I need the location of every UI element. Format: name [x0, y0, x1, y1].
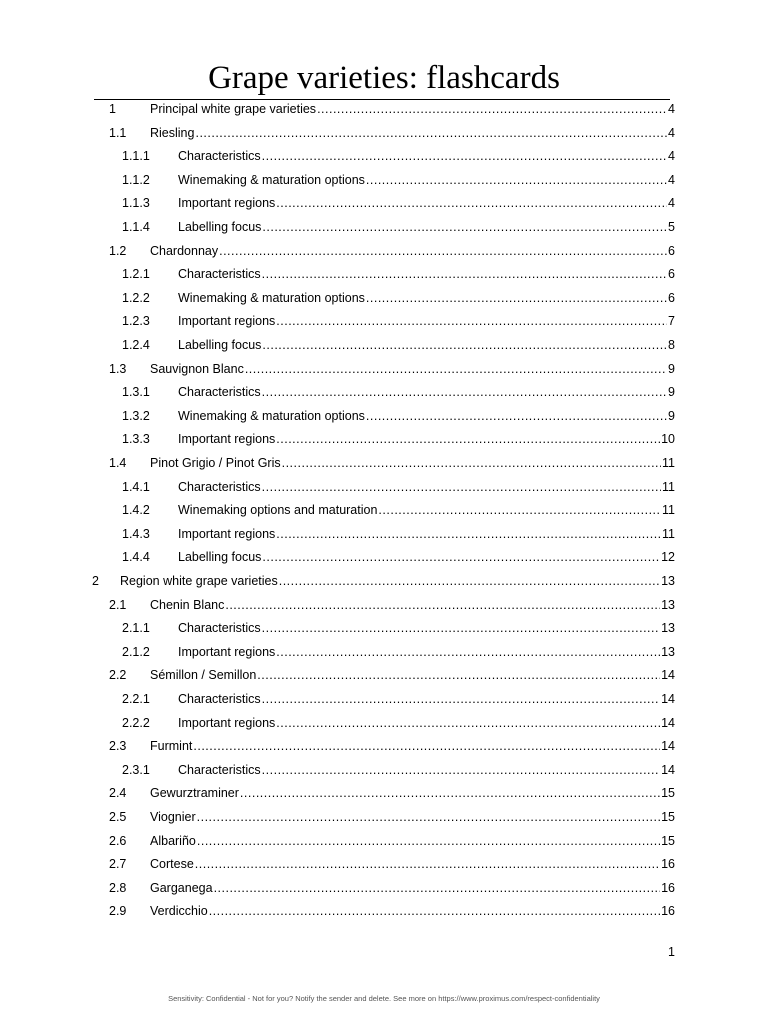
- toc-entry-page: 11: [662, 479, 675, 494]
- toc-dot-leader: [262, 545, 660, 569]
- toc-entry-page: 6: [668, 267, 675, 282]
- toc-dot-leader: [276, 309, 667, 333]
- toc-dot-leader: [276, 191, 667, 215]
- toc-dot-leader: [214, 876, 661, 900]
- toc-entry-title: Winemaking & maturation options: [178, 172, 365, 187]
- document-title: Grape varieties: flashcards: [208, 60, 560, 96]
- toc-entry-number: 1.2.4: [122, 338, 150, 352]
- toc-entry-page: 4: [668, 196, 675, 211]
- toc-entry-number: 1.4.3: [122, 526, 150, 541]
- toc-entry-title: Sémillon / Semillon: [150, 668, 257, 683]
- toc-entry[interactable]: [122, 616, 675, 640]
- toc-entry-page: 4: [668, 172, 675, 187]
- toc-entry-page: 15: [661, 833, 675, 848]
- toc-entry[interactable]: [109, 899, 675, 923]
- toc-entry[interactable]: [122, 427, 675, 451]
- toc-entry-title: Furmint: [150, 739, 193, 754]
- toc-dot-leader: [262, 215, 667, 239]
- toc-entry-page: 14: [661, 739, 675, 754]
- toc-entry-page: 16: [661, 880, 675, 895]
- toc-entry-number: 2.2.1: [122, 692, 150, 706]
- toc-entry-title: Viognier: [150, 810, 196, 824]
- toc-entry-page: 9: [668, 408, 675, 423]
- toc-entry-page: 8: [668, 338, 675, 352]
- toc-entry-page: 4: [668, 125, 675, 140]
- toc-entry-title: Important regions: [178, 314, 276, 329]
- toc-dot-leader: [262, 144, 667, 168]
- toc-dot-leader: [197, 829, 660, 853]
- toc-entry-number: 1.3.2: [122, 408, 150, 423]
- toc-dot-leader: [282, 451, 661, 475]
- toc-entry-title: Winemaking & maturation options: [178, 408, 365, 423]
- toc-entry[interactable]: [109, 829, 675, 853]
- toc-entry-title: Characteristics: [178, 385, 261, 400]
- toc-entry-number: 1: [109, 102, 116, 116]
- toc-entry[interactable]: [122, 333, 675, 357]
- toc-entry[interactable]: [122, 522, 675, 546]
- toc-entry-title: Gewurztraminer: [150, 786, 239, 801]
- toc-dot-leader: [219, 239, 667, 263]
- toc-entry-number: 2.5: [109, 810, 127, 824]
- toc-dot-leader: [276, 427, 660, 451]
- toc-entry-title: Labelling focus: [178, 220, 262, 234]
- toc-entry[interactable]: [122, 687, 675, 711]
- toc-entry-page: 12: [661, 550, 675, 565]
- toc-entry-page: 5: [668, 220, 675, 234]
- toc-entry-title: Important regions: [178, 644, 276, 659]
- toc-entry-number: 1.4.4: [122, 550, 150, 565]
- toc-entry[interactable]: [109, 97, 675, 121]
- toc-dot-leader: [195, 852, 660, 876]
- toc-entry[interactable]: [109, 781, 675, 805]
- toc-entry-number: 2.3: [109, 739, 127, 754]
- toc-entry[interactable]: [109, 121, 675, 145]
- toc-dot-leader: [257, 663, 660, 687]
- toc-entry-number: 1.4.2: [122, 503, 150, 518]
- toc-entry-number: 2.8: [109, 880, 127, 895]
- toc-entry[interactable]: [109, 734, 675, 758]
- toc-entry-page: 13: [661, 597, 675, 612]
- toc-entry-number: 2.2: [109, 668, 127, 683]
- toc-entry-number: 2.1: [109, 597, 127, 612]
- toc-entry-title: Characteristics: [178, 692, 261, 706]
- toc-entry-number: 1.2.1: [122, 267, 150, 282]
- toc-entry-page: 13: [661, 621, 675, 636]
- toc-entry[interactable]: [122, 380, 675, 404]
- toc-entry-number: 1.1.4: [122, 220, 150, 234]
- toc-entry-title: Important regions: [178, 432, 276, 447]
- toc-entry[interactable]: [122, 640, 675, 664]
- toc-entry-number: 2.3.1: [122, 762, 150, 777]
- toc-entry[interactable]: [122, 286, 675, 310]
- toc-dot-leader: [366, 286, 667, 310]
- toc-entry-title: Characteristics: [178, 762, 261, 777]
- toc-entry[interactable]: [122, 215, 675, 239]
- toc-entry-title: Pinot Grigio / Pinot Gris: [150, 456, 281, 470]
- toc-dot-leader: [378, 498, 661, 522]
- toc-entry-number: 2.6: [109, 833, 127, 848]
- toc-dot-leader: [245, 357, 667, 381]
- toc-entry[interactable]: [122, 191, 675, 215]
- toc-entry[interactable]: [122, 498, 675, 522]
- toc-entry-title: Important regions: [178, 526, 276, 541]
- toc-entry-page: 14: [661, 668, 675, 683]
- toc-entry-title: Characteristics: [178, 267, 261, 282]
- toc-entry-page: 14: [661, 762, 675, 777]
- toc-entry-page: 11: [662, 526, 675, 541]
- toc-dot-leader: [262, 616, 660, 640]
- toc-entry-title: Winemaking & maturation options: [178, 290, 365, 305]
- toc-entry-title: Labelling focus: [178, 550, 262, 565]
- toc-entry-page: 9: [668, 385, 675, 400]
- toc-entry-number: 2: [92, 574, 99, 588]
- toc-entry[interactable]: [92, 569, 675, 593]
- toc-entry-title: Labelling focus: [178, 338, 262, 352]
- toc-entry-page: 6: [668, 290, 675, 305]
- toc-entry-page: 11: [662, 503, 675, 518]
- toc-entry-title: Winemaking options and maturation: [178, 503, 378, 518]
- toc-entry-title: Cortese: [150, 857, 194, 872]
- toc-entry-number: 1.2: [109, 243, 127, 258]
- toc-entry[interactable]: [109, 357, 675, 381]
- toc-dot-leader: [276, 640, 660, 664]
- toc-dot-leader: [366, 404, 667, 428]
- toc-dot-leader: [240, 781, 660, 805]
- toc-entry-number: 2.4: [109, 786, 127, 801]
- toc-entry-page: 6: [668, 243, 675, 258]
- toc-entry[interactable]: [109, 876, 675, 900]
- toc-entry-page: 16: [661, 857, 675, 872]
- toc-entry-number: 2.2.2: [122, 715, 150, 730]
- toc-dot-leader: [197, 805, 660, 829]
- toc-entry-page: 9: [668, 361, 675, 376]
- toc-entry-page: 16: [661, 904, 675, 919]
- toc-entry-number: 1.4: [109, 456, 127, 470]
- toc-entry-title: Characteristics: [178, 479, 261, 494]
- toc-entry[interactable]: [122, 262, 675, 286]
- toc-entry-number: 1.3: [109, 361, 127, 376]
- toc-entry-title: Important regions: [178, 196, 276, 211]
- confidentiality-footer: Sensitivity: Confidential - Not for you? Notify the sender and delete. See more on https://www.proximus.com/respect-confidentiality: [168, 994, 600, 1003]
- toc-dot-leader: [195, 121, 667, 145]
- toc-entry-number: 2.1.1: [122, 621, 150, 636]
- toc-entry[interactable]: [109, 593, 675, 617]
- toc-entry[interactable]: [122, 144, 675, 168]
- toc-entry-title: Important regions: [178, 715, 276, 730]
- toc-entry[interactable]: [122, 309, 675, 333]
- toc-entry[interactable]: [109, 852, 675, 876]
- toc-entry-page: 10: [661, 432, 675, 447]
- toc-entry-page: 13: [661, 574, 675, 588]
- toc-entry-number: 1.1.2: [122, 172, 150, 187]
- toc-dot-leader: [262, 380, 667, 404]
- toc-entry-number: 1.1.3: [122, 196, 150, 211]
- toc-entry-page: 14: [661, 692, 675, 706]
- toc-entry[interactable]: [122, 711, 675, 735]
- toc-entry-title: Garganega: [150, 880, 213, 895]
- toc-dot-leader: [317, 97, 667, 121]
- toc-entry-title: Characteristics: [178, 149, 261, 164]
- toc-entry-number: 1.2.2: [122, 290, 150, 305]
- toc-entry-title: Riesling: [150, 125, 195, 140]
- page-number: 1: [668, 945, 675, 959]
- toc-dot-leader: [262, 475, 661, 499]
- toc-dot-leader: [276, 522, 661, 546]
- toc-entry-number: 2.9: [109, 904, 127, 919]
- toc-entry[interactable]: [122, 404, 675, 428]
- toc-entry-page: 15: [661, 810, 675, 824]
- toc-entry-title: Verdicchio: [150, 904, 208, 919]
- toc-entry[interactable]: [109, 663, 675, 687]
- toc-dot-leader: [262, 758, 660, 782]
- toc-entry-title: Sauvignon Blanc: [150, 361, 244, 376]
- toc-entry[interactable]: [109, 239, 675, 263]
- toc-entry-number: 1.3.1: [122, 385, 150, 400]
- toc-dot-leader: [262, 687, 660, 711]
- toc-entry-number: 1.3.3: [122, 432, 150, 447]
- toc-entry-page: 4: [668, 102, 675, 116]
- toc-entry[interactable]: [122, 545, 675, 569]
- toc-dot-leader: [225, 593, 660, 617]
- toc-dot-leader: [262, 333, 667, 357]
- toc-entry[interactable]: [109, 805, 675, 829]
- toc-dot-leader: [279, 569, 660, 593]
- toc-dot-leader: [262, 262, 667, 286]
- toc-entry-number: 1.2.3: [122, 314, 150, 329]
- toc-entry-number: 1.1.1: [122, 149, 150, 164]
- toc-dot-leader: [366, 168, 667, 192]
- toc-entry-page: 13: [661, 644, 675, 659]
- toc-entry-title: Principal white grape varieties: [150, 102, 317, 116]
- toc-entry-page: 14: [661, 715, 675, 730]
- toc-entry[interactable]: [122, 475, 675, 499]
- toc-entry-page: 15: [661, 786, 675, 801]
- toc-entry-title: Region white grape varieties: [120, 574, 278, 588]
- toc-entry-number: 1.1: [109, 125, 127, 140]
- toc-entry[interactable]: [109, 451, 675, 475]
- toc-entry-number: 2.1.2: [122, 644, 150, 659]
- toc-entry[interactable]: [122, 758, 675, 782]
- toc-dot-leader: [276, 711, 660, 735]
- toc-dot-leader: [193, 734, 660, 758]
- toc-entry-page: 4: [668, 149, 675, 164]
- toc-entry-number: 1.4.1: [122, 479, 150, 494]
- toc-dot-leader: [209, 899, 660, 923]
- toc-entry-title: Albariño: [150, 833, 196, 848]
- toc-entry-number: 2.7: [109, 857, 127, 872]
- toc-entry-page: 11: [662, 456, 675, 470]
- toc-entry-title: Characteristics: [178, 621, 261, 636]
- toc-entry-title: Chardonnay: [150, 243, 219, 258]
- toc-entry-title: Chenin Blanc: [150, 597, 225, 612]
- toc-entry[interactable]: [122, 168, 675, 192]
- toc-entry-page: 7: [668, 314, 675, 329]
